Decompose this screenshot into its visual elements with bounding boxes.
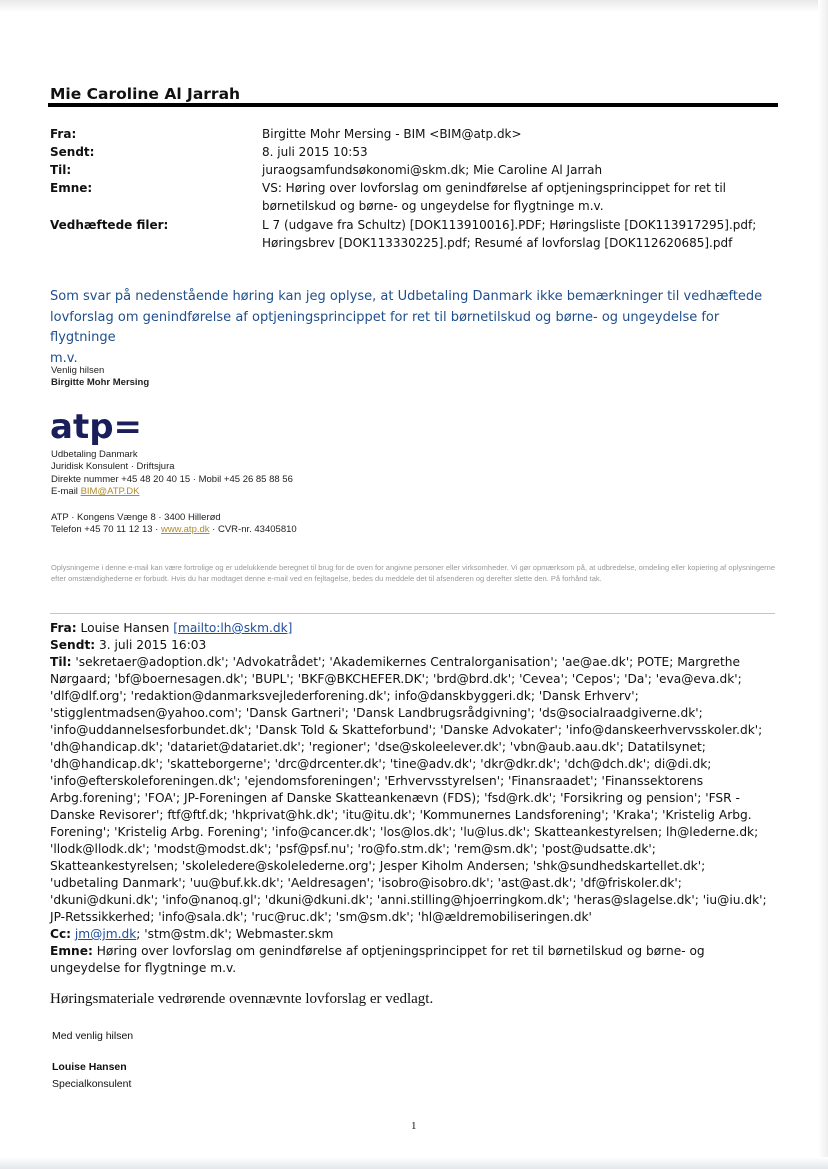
atp-logo (50, 410, 142, 446)
sender-name: Louise Hansen (52, 1061, 127, 1073)
fwd-from-label: Fra: (50, 621, 77, 635)
header-attachments-line1[interactable]: L 7 (udgave fra Schultz) [DOK113910016].PDF; Høringsliste [DOK113917295].pdf; (262, 218, 757, 232)
fwd-to-recipients-line: 'dh@handicap.dk'; 'skatteborgerne'; 'drc@drcenter.dk'; 'tine@adv.dk'; 'dkr@dkr.dk'; 'dch@dch.dk'; di@di.dk; (50, 757, 712, 771)
header-from-value: Birgitte Mohr Mersing - BIM <BIM@atp.dk> (262, 127, 522, 141)
signature-org: Udbetaling Danmark (51, 449, 138, 460)
reply-line: m.v. (50, 350, 78, 366)
signature-tel-row (51, 524, 297, 535)
fwd-to-recipients-line: 'llodk@llodk.dk'; 'modst@modst.dk'; 'psf@psf.nu'; 'ro@fo.stm.dk'; 'rem@sm.dk'; 'post@udsatte.dk'; (50, 842, 656, 856)
fwd-sent-row (50, 637, 778, 654)
fwd-to-recipients-line: Skatteankestyrelsen; 'skoleledere@skolelederne.org'; Jesper Kiholm Andersen; 'shk@sundhedskartellet.dk'; (50, 859, 706, 873)
title-divider (48, 103, 778, 107)
signature-phones: Direkte nummer +45 48 20 40 15 · Mobil +45 26 85 88 56 (51, 474, 293, 485)
signature-address: ATP · Kongens Vænge 8 · 3400 Hillerød (51, 512, 221, 523)
fwd-from-mailto-link[interactable]: [mailto:lh@skm.dk] (173, 621, 293, 635)
scan-edge-right (818, 0, 828, 1169)
header-subject-line2: børnetilskud og børne- og ungeydelse for flygtninge m.v. (262, 199, 604, 213)
header-attachments-line2[interactable]: Høringsbrev [DOK113330225].pdf; Resumé af lovforslag [DOK112620685].pdf (262, 236, 733, 250)
fwd-to-recipients-line: Forening'; 'Kristelig Arbg. Forening'; 'info@cancer.dk'; 'los@los.dk'; 'lu@lus.dk'; Skatteankestyrelsen; lh@lederne.dk; (50, 825, 759, 839)
fwd-subject-line2: ungeydelse for flygtninge m.v. (50, 961, 237, 975)
header-to-value: juraogsamfundsøkonomi@skm.dk; Mie Caroline Al Jarrah (262, 163, 603, 177)
header-subject-line1: VS: Høring over lovforslag om genindførelse af optjeningsprincippet for ret til (262, 181, 726, 195)
fwd-cc-label: Cc: (50, 927, 72, 941)
signature-email-label: E-mail (51, 486, 78, 497)
forwarded-message-header (50, 620, 778, 977)
fwd-to-recipients-line: 'dkuni@dkuni.dk'; 'info@nanoq.gl'; 'dkuni@dkuni.dk'; 'anni.stilling@hjoerringkom.dk'; 'heras@slagelse.dk'; 'iu@iu.dk'; (50, 893, 767, 907)
closing-greeting: Med venlig hilsen (52, 1030, 134, 1042)
fwd-sent-value: 3. juli 2015 16:03 (99, 638, 207, 652)
fwd-cc-link[interactable]: jm@jm.dk (74, 927, 137, 941)
fwd-subject-label: Emne: (50, 944, 93, 958)
scan-edge-top (0, 0, 828, 12)
fwd-to-recipients-line: JP-Retssikkerhed; 'info@sala.dk'; 'ruc@ruc.dk'; 'sm@sm.dk'; 'hl@ældremobiliseringen.dk' (50, 910, 592, 924)
header-sent-label: Sendt: (50, 145, 95, 159)
fwd-from-name: Louise Hansen (80, 621, 170, 635)
header-to-label: Til: (50, 163, 72, 177)
fwd-to-recipients-line: 'dlf@dlf.org'; 'redaktion@danmarksvejlederforening.dk'; info@danskbyggeri.dk; 'Dansk Erhverv'; (50, 689, 639, 703)
signature-email-link[interactable]: BIM@ATP.DK (80, 486, 140, 497)
reply-message (50, 287, 770, 369)
signature-cvr: · CVR-nr. 43405810 (212, 524, 297, 535)
fwd-to-recipients-line: Danske Revisorer'; ftf@ftf.dk; 'hkprivat@hk.dk'; 'itu@itu.dk'; 'Kommunernes Landsforening'; 'Kraka'; 'Kristelig Arbg. (50, 808, 752, 822)
header-from-label: Fra: (50, 127, 77, 141)
email-disclaimer: Oplysningerne i denne e-mail kan være fortrolige og er udelukkende beregnet til brug for de oven for angivne personer eller virksomheder. Vi gør opmærksom på, at udbredelse, omdeling eller kopiering af oplysningerne efter omstændighederne er forbudt. Hvis du har modtaget denne e-mail ved en fejltagelse, bedes du meddele det til afsenderen og derefter slette den. På forhånd tak. (51, 563, 776, 583)
header-sent-value: 8. juli 2015 10:53 (262, 145, 368, 159)
page-number: 1 (411, 1120, 417, 1132)
header-subject-label: Emne: (50, 181, 93, 195)
fwd-to-recipients-line: 'sekretaer@adoption.dk'; 'Advokatrådet'; 'Akademikernes Centralorganisation'; 'ae@ae.dk'; POTE; Margrethe (75, 655, 740, 669)
signature-name: Birgitte Mohr Mersing (51, 377, 150, 388)
signature-tel: Telefon +45 70 11 12 13 · (51, 524, 159, 535)
fwd-from-row (50, 620, 778, 637)
header-attachments-label: Vedhæftede filer: (50, 218, 169, 232)
fwd-cc-rest: ; 'stm@stm.dk'; Webmaster.skm (136, 927, 334, 941)
fwd-cc-row (50, 926, 778, 943)
fwd-to-recipients-line: 'stigglentmadsen@yahoo.com'; 'Dansk Gartneri'; 'Dansk Landbrugsrådgivning'; 'ds@socialraadgiverne.dk'; (50, 706, 703, 720)
fwd-sent-label: Sendt: (50, 638, 96, 652)
fwd-to-recipients-line: Arbg.forening'; 'FOA'; JP-Foreningen af Danske Skatteankenævn (FDS); 'fsd@rk.dk'; 'Forsikring og pension'; 'FSR - (50, 791, 740, 805)
hearing-material-text: Høringsmateriale vedrørende ovennævnte lovforslag er vedlagt. (50, 991, 434, 1007)
reply-line: Som svar på nedenstående høring kan jeg oplyse, at Udbetaling Danmark ikke bemærkninger til vedhæftede (50, 289, 763, 304)
fwd-to-recipients-line: 'info@efterskoleforeningen.dk'; 'ejendomsforeningen'; 'Erhvervsstyrelsen'; 'Finansraadet'; 'Finanssektorens (50, 774, 704, 788)
fwd-to-recipients-line: 'info@uddannelsesforbundet.dk'; 'Dansk Told & Skatteforbund'; 'Danske Advokater'; 'info@danskeerhvervsskoler.dk'; (50, 723, 763, 737)
signature-email-row (51, 486, 139, 497)
signature-greeting: Venlig hilsen (51, 365, 105, 376)
scan-edge-bottom (0, 1157, 828, 1169)
signature-web-link[interactable]: www.atp.dk (160, 524, 210, 535)
signature-role: Juridisk Konsulent · Driftsjura (51, 461, 175, 472)
atp-logo-text: atp= (50, 410, 142, 446)
fwd-to-recipients-line: 'dh@handicap.dk'; 'datariet@datariet.dk'; 'regioner'; 'dse@skoleelever.dk'; 'vbn@aub.aau.dk'; Datatilsynet; (50, 740, 706, 754)
fwd-to-label: Til: (50, 655, 72, 669)
fwd-to-recipients-line: 'udbetaling Danmark'; 'uu@buf.kk.dk'; 'Aeldresagen'; 'isobro@isobro.dk'; 'ast@ast.dk'; 'df@friskoler.dk'; (50, 876, 682, 890)
reply-line: lovforslag om genindførelse af optjeningsprincippet for ret til børnetilskud og børne- og ungeydelse for flygtninge (50, 309, 720, 345)
fwd-subject-row (50, 943, 778, 960)
forward-separator (50, 613, 775, 614)
fwd-subject-line1: Høring over lovforslag om genindførelse af optjeningsprincippet for ret til børnetilskud og børne- og (96, 944, 705, 958)
mailbox-owner-title: Mie Caroline Al Jarrah (50, 85, 241, 103)
fwd-to-recipients-line: Nørgaard; 'bf@boernesagen.dk'; 'BUPL'; 'BKF@BKCHEFER.DK'; 'brd@brd.dk'; 'Cevea'; 'Cepos'; 'Da'; 'eva@eva.dk'; (50, 672, 742, 686)
fwd-to-row (50, 654, 778, 671)
sender-title: Specialkonsulent (52, 1078, 132, 1090)
